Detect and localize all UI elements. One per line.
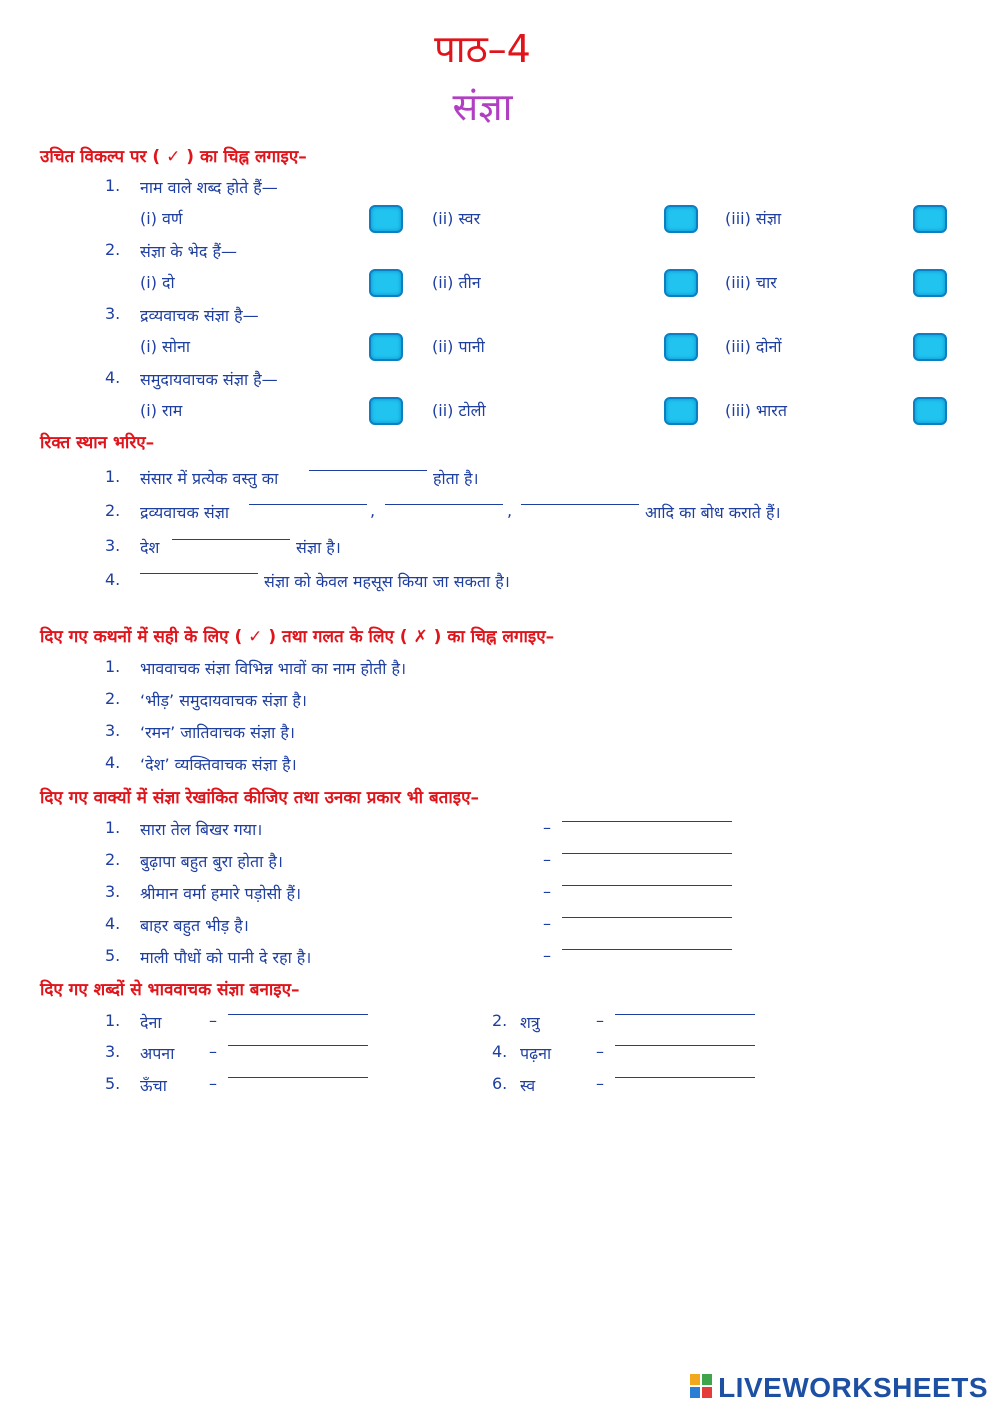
item-number: 2. — [492, 1011, 508, 1030]
dash: – — [209, 1042, 217, 1061]
item-number: 1. — [105, 818, 121, 837]
comma: , — [507, 501, 513, 520]
item-number: 1. — [105, 467, 121, 486]
dash: – — [596, 1042, 604, 1061]
answer-blank[interactable] — [228, 1013, 368, 1015]
fill-text: आदि का बोध कराते हैं। — [645, 503, 781, 522]
sentence-text: बाहर बहुत भीड़ है। — [140, 916, 249, 935]
answer-checkbox[interactable] — [664, 269, 698, 297]
answer-checkbox[interactable] — [369, 333, 403, 361]
option-label: (i) राम — [140, 401, 183, 420]
option-label: (iii) भारत — [725, 401, 787, 420]
page-title: पाठ–4 — [434, 27, 531, 71]
question-text: द्रव्यवाचक संज्ञा है— — [140, 306, 259, 325]
option-label: (iii) दोनों — [725, 337, 782, 356]
answer-blank[interactable] — [615, 1013, 755, 1015]
word-text: स्व — [520, 1076, 536, 1095]
page-subtitle: संज्ञा — [452, 85, 513, 129]
item-number: 4. — [105, 753, 121, 772]
comma: , — [370, 501, 376, 520]
item-number: 4. — [492, 1042, 508, 1061]
item-number: 3. — [105, 1042, 121, 1061]
answer-checkbox[interactable] — [664, 205, 698, 233]
item-number: 4. — [105, 914, 121, 933]
answer-blank[interactable] — [562, 884, 732, 886]
item-number: 1. — [105, 1011, 121, 1030]
watermark-text: LIVEWORKSHEETS — [718, 1372, 988, 1403]
answer-checkbox[interactable] — [369, 397, 403, 425]
question-number: 2. — [105, 240, 121, 259]
answer-blank[interactable] — [228, 1044, 368, 1046]
sentence-text: बुढ़ापा बहुत बुरा होता है। — [140, 852, 283, 871]
section4-heading: दिए गए वाक्यों में संज्ञा रेखांकित कीजिए तथा उनका प्रकार भी बताइए– — [40, 788, 480, 808]
question-number: 4. — [105, 368, 121, 387]
item-number: 5. — [105, 946, 121, 965]
item-number: 3. — [105, 721, 121, 740]
section2-heading: रिक्त स्थान भरिए– — [40, 433, 155, 453]
fill-blank[interactable] — [309, 469, 427, 471]
question-number: 3. — [105, 304, 121, 323]
fill-blank[interactable] — [249, 503, 367, 505]
statement-text: ‘देश’ व्यक्तिवाचक संज्ञा है। — [140, 755, 297, 774]
fill-text: होता है। — [433, 469, 479, 488]
question-text: नाम वाले शब्द होते हैं— — [140, 178, 278, 197]
option-label: (iii) चार — [725, 273, 777, 292]
sentence-text: सारा तेल बिखर गया। — [140, 820, 263, 839]
fill-blank[interactable] — [521, 503, 639, 505]
item-number: 1. — [105, 657, 121, 676]
item-number: 6. — [492, 1074, 508, 1093]
sentence-text: माली पौधों को पानी दे रहा है। — [140, 948, 312, 967]
item-number: 3. — [105, 536, 121, 555]
fill-blank[interactable] — [140, 572, 258, 574]
liveworksheets-watermark — [690, 1372, 988, 1404]
dash: – — [543, 946, 551, 965]
fill-text: संसार में प्रत्येक वस्तु का — [140, 469, 279, 488]
answer-blank[interactable] — [562, 820, 732, 822]
item-number: 2. — [105, 850, 121, 869]
answer-checkbox[interactable] — [664, 333, 698, 361]
word-text: देना — [140, 1013, 162, 1032]
liveworksheets-logo-icon — [690, 1374, 714, 1400]
fill-blank[interactable] — [172, 538, 290, 540]
answer-blank[interactable] — [228, 1076, 368, 1078]
statement-text: भाववाचक संज्ञा विभिन्न भावों का नाम होती है। — [140, 659, 407, 678]
answer-checkbox[interactable] — [913, 397, 947, 425]
fill-text: देश — [140, 538, 160, 557]
fill-text: संज्ञा है। — [296, 538, 341, 557]
option-label: (i) वर्ण — [140, 209, 183, 228]
item-number: 4. — [105, 570, 121, 589]
fill-blank[interactable] — [385, 503, 503, 505]
fill-text: द्रव्यवाचक संज्ञा — [140, 503, 230, 522]
option-label: (ii) तीन — [432, 273, 481, 292]
question-text: समुदायवाचक संज्ञा है— — [140, 370, 278, 389]
statement-text: ‘रमन’ जातिवाचक संज्ञा है। — [140, 723, 295, 742]
option-label: (i) दो — [140, 273, 175, 292]
answer-checkbox[interactable] — [913, 205, 947, 233]
dash: – — [543, 850, 551, 869]
answer-blank[interactable] — [562, 948, 732, 950]
option-label: (iii) संज्ञा — [725, 209, 782, 228]
dash: – — [209, 1074, 217, 1093]
word-text: पढ़ना — [520, 1044, 552, 1063]
answer-checkbox[interactable] — [369, 269, 403, 297]
item-number: 2. — [105, 501, 121, 520]
item-number: 3. — [105, 882, 121, 901]
answer-checkbox[interactable] — [664, 397, 698, 425]
fill-text: संज्ञा को केवल महसूस किया जा सकता है। — [264, 572, 510, 591]
answer-checkbox[interactable] — [369, 205, 403, 233]
dash: – — [596, 1074, 604, 1093]
section5-heading: दिए गए शब्दों से भाववाचक संज्ञा बनाइए– — [40, 980, 300, 1000]
answer-blank[interactable] — [615, 1076, 755, 1078]
option-label: (i) सोना — [140, 337, 190, 356]
section1-heading: उचित विकल्प पर ( ✓ ) का चिह्न लगाइए– — [40, 147, 307, 167]
section3-heading: दिए गए कथनों में सही के लिए ( ✓ ) तथा गलत के लिए ( ✗ ) का चिह्न लगाइए– — [40, 627, 555, 647]
question-text: संज्ञा के भेद हैं— — [140, 242, 238, 261]
option-label: (ii) पानी — [432, 337, 485, 356]
statement-text: ‘भीड़’ समुदायवाचक संज्ञा है। — [140, 691, 307, 710]
item-number: 2. — [105, 689, 121, 708]
answer-blank[interactable] — [562, 916, 732, 918]
dash: – — [596, 1011, 604, 1030]
answer-checkbox[interactable] — [913, 333, 947, 361]
answer-blank[interactable] — [615, 1044, 755, 1046]
option-label: (ii) टोली — [432, 401, 486, 420]
word-text: शत्रु — [520, 1013, 540, 1032]
answer-checkbox[interactable] — [913, 269, 947, 297]
answer-blank[interactable] — [562, 852, 732, 854]
item-number: 5. — [105, 1074, 121, 1093]
dash: – — [543, 882, 551, 901]
option-label: (ii) स्वर — [432, 209, 481, 228]
dash: – — [543, 914, 551, 933]
word-text: अपना — [140, 1044, 175, 1063]
word-text: ऊँचा — [140, 1076, 167, 1095]
dash: – — [209, 1011, 217, 1030]
dash: – — [543, 818, 551, 837]
question-number: 1. — [105, 176, 121, 195]
sentence-text: श्रीमान वर्मा हमारे पड़ोसी हैं। — [140, 884, 302, 903]
